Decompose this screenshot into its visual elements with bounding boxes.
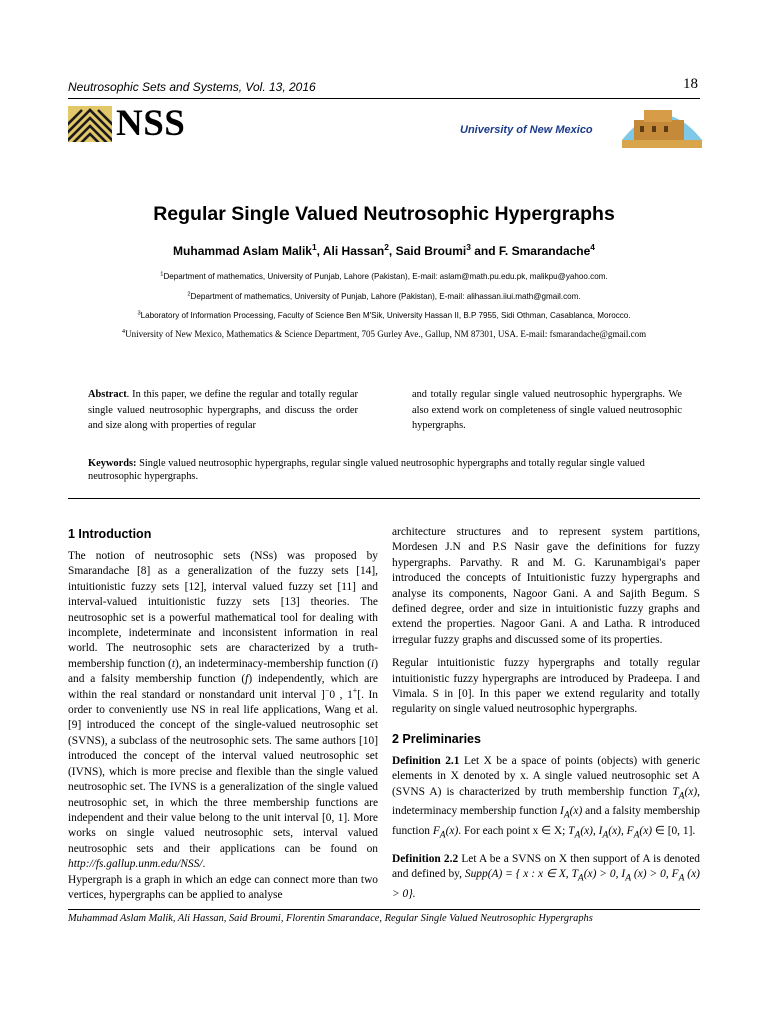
author-2-sup: 2 [384,242,389,252]
author-1-sup: 1 [311,242,317,252]
affiliation-4: $^4$University of New Mexico, Mathematics & Science Department, 705 Gurley Ave., Gallup, NM 87301, USA. E-mail: fsmarandache@gmail.com [121,328,647,339]
maze-logo-icon [68,106,112,142]
author-4: and F. Smarandache [470,244,591,258]
left-column [68,527,378,911]
journal-name: Neutrosophic Sets and Systems, Vol. 13, 2016 [68,80,316,94]
intro-paragraph-4: Regular intuitionistic fuzzy hypergraphs and totally regular intuitionistic fuzzy hypergraphs are introduced by Pradeepa. I and Vimala. S in [0]. In this paper we extend regularity and totally regularity on single valued neutrosophic hypergraphs. [392,657,700,716]
nss-logo [68,103,213,146]
author-2: , Ali Hassan [316,244,385,258]
page-footer: Muhammad Aslam Malik, Ali Hassan, Said Broumi, Florentin Smarandace, Regular Single Valued Neutrosophic Hypergraphs [68,913,593,924]
author-3-sup: 3 [466,242,471,252]
intro-paragraph-1: The notion of neutrosophic sets (NSs) was proposed by Smarandache [8] as a generalization of the fuzzy sets [14], intuitionistic fuzzy sets [12], interval valued fuzzy set [11] and interval-valued intuitionistic fuzzy sets [13] theories. The neutrosophic set is a powerful mathematical tool for dealing with incomplete, indeterminate and inconsistent information in real world. The neutrosophic sets are characterized by a truth-membership function (t), an indeterminacy-membership function (i) and a falsity membership function (f) independently, which are within the real standard or nonstandard unit interval ]−0 , 1+[. In order to conveniently use NS in real life applications, Wang et al. [9] introduced the concept of the single-valued neutrosophic set (SVNS), a subclass of the neutrosophic sets. The same authors [10] introduced the concept of the interval valued neutrosophic set (IVNS), which is more precise and flexible than the single valued neutrosophic set. The IVNS is a generalization of the single valued neutrosophic set, in which the three membership functions are independent and their value belong to the unit interval [0, 1]. More works on single valued neutrosophic sets, interval valued neutrosophic sets and their applications can be found on http://fs.gallup.unm.edu/NSS/. [68,550,378,871]
footer-rule [68,909,700,910]
intro-paragraph-2: Hypergraph is a graph in which an edge can connect more than two vertices, hypergraphs can be applied to analyse [68,873,378,901]
right-column [392,525,700,910]
affiliation-3: $^3$Laboratory of Information Processing, Faculty of Science Ben M'Sik, University Hassan II, B.P 7955, Sidi Othman, Casablanca, Morocco. [137,310,631,320]
section-heading-preliminaries: 2 Preliminaries [392,731,481,746]
author-list [0,244,768,258]
author-4-sup: 4 [590,242,595,252]
page-number: 18 [683,76,698,92]
author-3: , Said Broumi [388,244,467,258]
intro-paragraph-3: architecture structures and to represent system partitions, Mordesen J.N and P.S Nasir gave the definitions for fuzzy hypergraphs. Parvathy. R and M. G. Karunambigai's paper introduced the concepts of Intuitionistic fuzzy hypergraphs and analyse its components, Nagoor Gani. A and Sajith Begum. S defined degree, order and size in intuitionistic fuzzy graphs and extend the properties. Nagoor Gani. A and Latha. R introduced irregular fuzzy graphs and discussed some of its properties. [392,526,700,646]
university-building-icon [622,100,702,148]
abstract-label: Abstract [88,389,127,400]
definition-2-1: Definition 2.1 Let X be a space of points (objects) with generic elements in X denoted by x. A single valued neutrosophic set A (SVNS A) is characterized by truth membership function $T_A(x)$, indeterminacy membership function $I_A(x)$ and a falsity membership function $F_A(x)$. For each point x ∈ X; $T_A(x)$, $I_A(x)$, $F_A(x)$ ∈ [0, 1]. [392,754,701,841]
keywords-rule [68,498,700,499]
university-name: University of New Mexico [460,124,593,136]
section-heading-introduction: 1 Introduction [68,527,152,541]
definition-2-2: Definition 2.2 Let A be a SVNS on X then support of A is denoted and defined by, Supp(A) = { x : x ∈ X, $T_A(x) > 0$, $I_A$ (x) > 0, $F_A$ (x) > 0}. [392,852,700,900]
header-rule [68,98,700,99]
affiliation-1: $^1$Department of mathematics, University of Punjab, Lahore (Pakistan), E-mail: aslam@math.pu.edu.pk, malikpu@yahoo.com. [160,271,608,281]
affiliation-2: $^2$Department of mathematics, University of Punjab, Lahore (Pakistan), E-mail: alihassan.iiui.math@gmail.com. [187,291,581,301]
keywords-label: Keywords: [88,458,137,469]
abstract-left: Abstract. In this paper, we define the regular and totally regular single valued neutrosophic hypergraphs, and discuss the order and size along with properties of regular [88,389,358,431]
logo-text: NSS [116,103,186,144]
paper-title: Regular Single Valued Neutrosophic Hypergraphs [153,203,615,225]
abstract-right: and totally regular single valued neutrosophic hypergraphs. We also extend work on completeness of single valued neutrosophic hypergraphs. [412,389,682,431]
keywords: Keywords: Single valued neutrosophic hypergraphs, regular single valued neutrosophic hypergraphs and totally regular single valued neutrosophic hypergraphs. [88,458,645,482]
author-1: Muhammad Aslam Malik [173,244,312,258]
